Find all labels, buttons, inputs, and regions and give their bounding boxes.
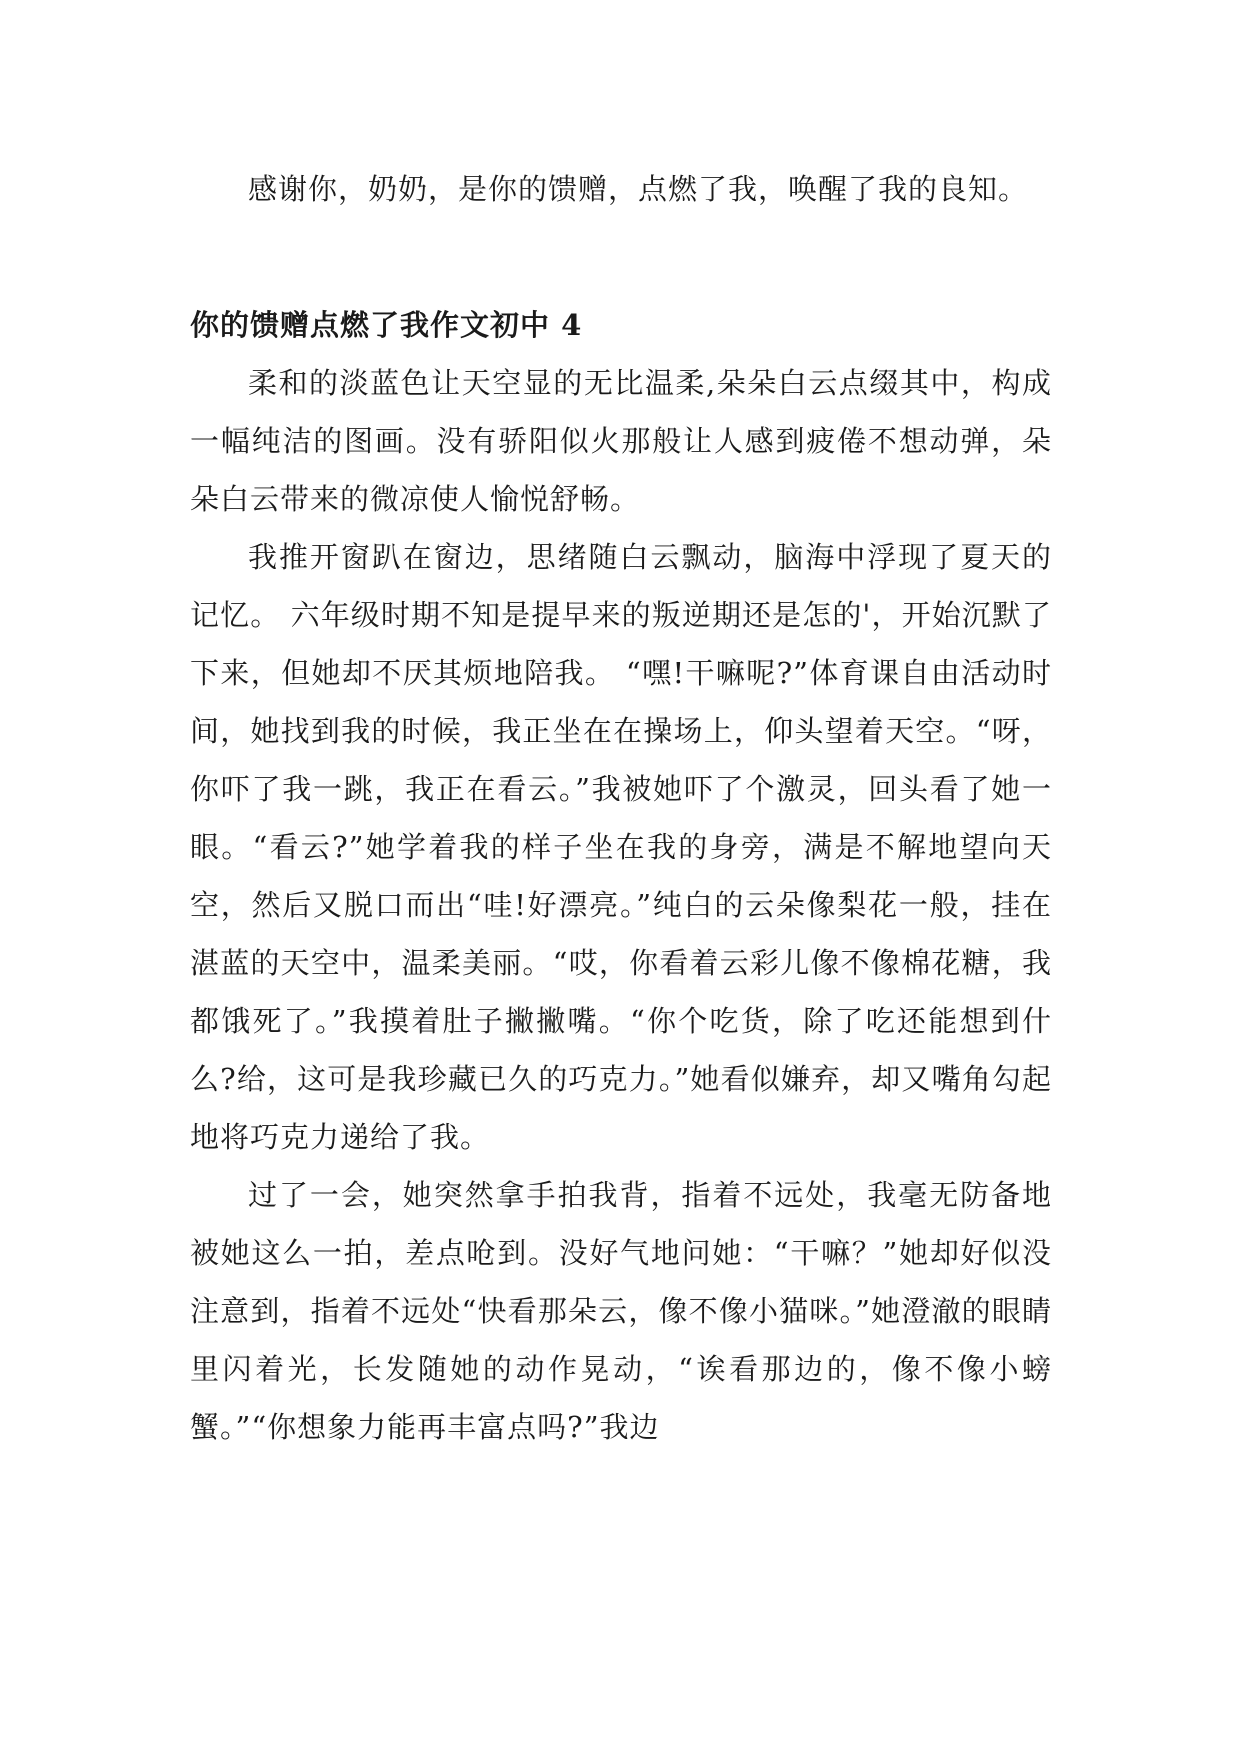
intro-paragraph: 感谢你，奶奶，是你的馈赠，点燃了我，唤醒了我的良知。 [248,172,1029,206]
body-paragraph-3: 过了一会，她突然拿手拍我背，指着不远处，我毫无防备地被她这么一拍，差点呛到。没好气地问她：“干嘛？”她却好似没注意到，指着不远处“快看那朵云，像不像小猫咪。”她澄澈的眼睛里闪着光，长发随她的动作晃动，“诶看那边的，像不像小螃蟹。”“你想象力能再丰富点吗?”我边 [190,1178,1052,1444]
body-paragraph-1: 柔和的淡蓝色让天空显的无比温柔,朵朵白云点缀其中，构成一幅纯洁的图画。没有骄阳似火那般让人感到疲倦不想动弹，朵朵白云带来的微凉使人愉悦舒畅。 [190,366,1052,516]
section-title: 你的馈赠点燃了我作文初中 4 [190,308,583,342]
document-page [190,160,1052,1456]
body-paragraph-2: 我推开窗趴在窗边，思绪随白云飘动，脑海中浮现了夏天的记忆。 六年级时期不知是提早来的叛逆期还是怎的'，开始沉默了下来，但她却不厌其烦地陪我。 “嘿!干嘛呢?”体育课自由活动时间，她找到我的时候，我正坐在在操场上，仰头望着天空。“呀，你吓了我一跳，我正在看云。”我被她吓了个激灵，回头看了她一眼。“看云?”她学着我的样子坐在我的身旁，满是不解地望向天空，然后又脱口而出“哇!好漂亮。”纯白的云朵像梨花一般，挂在湛蓝的天空中，温柔美丽。“哎，你看着云彩儿像不像棉花糖，我都饿死了。”我摸着肚子撇撇嘴。“你个吃货，除了吃还能想到什么?给，这可是我珍藏已久的巧克力。”她看似嫌弃，却又嘴角勾起地将巧克力递给了我。 [190,540,1052,1154]
